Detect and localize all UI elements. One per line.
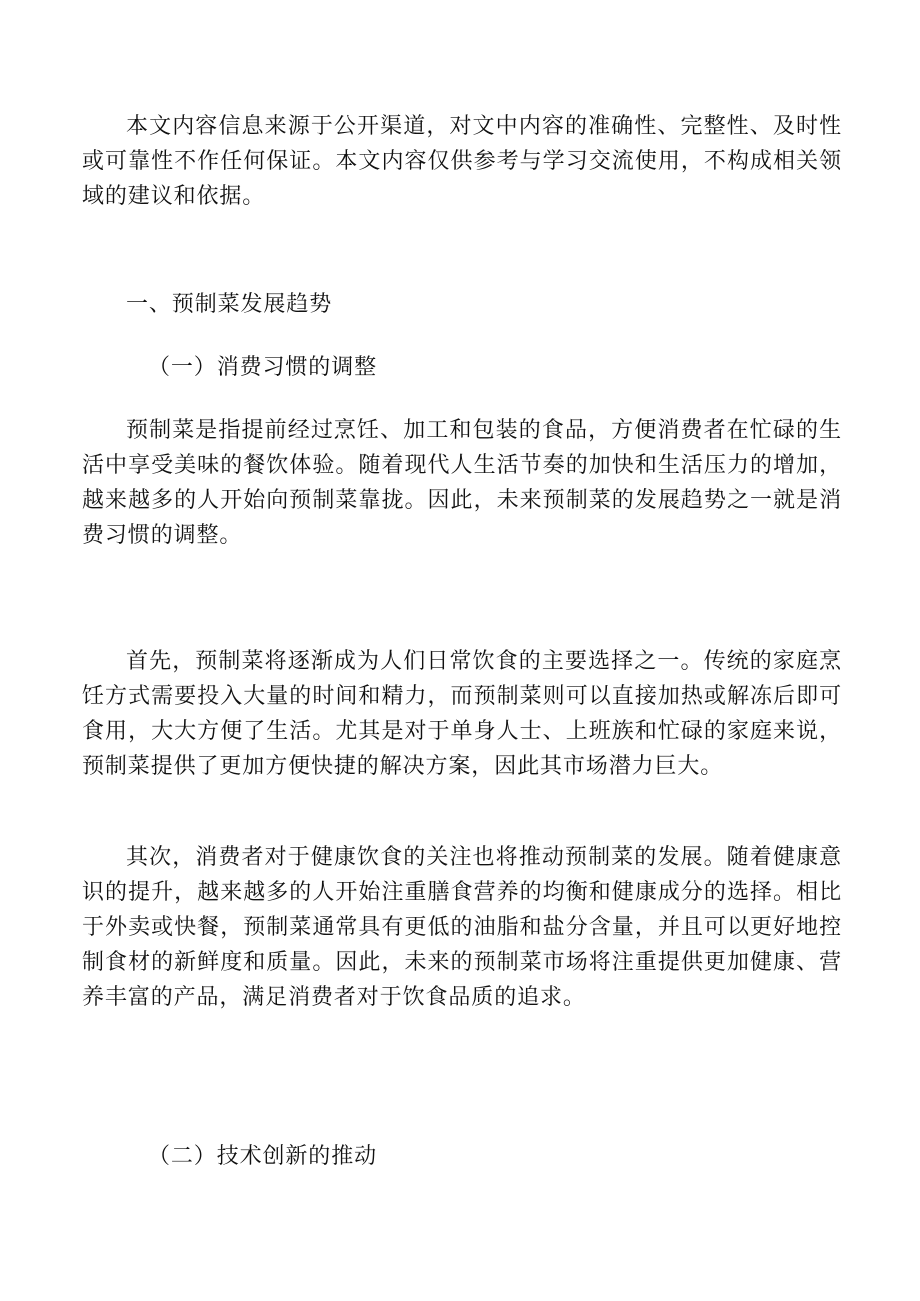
subsection-heading: （一）消费习惯的调整: [148, 355, 378, 380]
body-paragraph: 预制菜是指提前经过烹饪、加工和包装的食品，方便消费者在忙碌的生活中享受美味的餐饮体验。随着现代人生活节奏的加快和生活压力的增加，越来越多的人开始向预制菜靠拢。因此，未来预制菜的发展趋势之一就是消费习惯的调整。: [82, 418, 842, 548]
section-heading: 一、预制菜发展趋势: [126, 292, 333, 317]
disclaimer-paragraph: 本文内容信息来源于公开渠道，对文中内容的准确性、完整性、及时性或可靠性不作任何保证。本文内容仅供参考与学习交流使用，不构成相关领域的建议和依据。: [82, 114, 842, 209]
body-paragraph: 首先，预制菜将逐渐成为人们日常饮食的主要选择之一。传统的家庭烹饪方式需要投入大量的时间和精力，而预制菜则可以直接加热或解冻后即可食用，大大方便了生活。尤其是对于单身人士、上班族和忙碌的家庭来说，预制菜提供了更加方便快捷的解决方案，因此其市场潜力巨大。: [82, 649, 842, 779]
body-paragraph: 其次，消费者对于健康饮食的关注也将推动预制菜的发展。随着健康意识的提升，越来越多的人开始注重膳食营养的均衡和健康成分的选择。相比于外卖或快餐，预制菜通常具有更低的油脂和盐分含量，并且可以更好地控制食材的新鲜度和质量。因此，未来的预制菜市场将注重提供更加健康、营养丰富的产品，满足消费者对于饮食品质的追求。: [82, 845, 842, 1010]
subsection-heading: （二）技术创新的推动: [148, 1144, 378, 1169]
